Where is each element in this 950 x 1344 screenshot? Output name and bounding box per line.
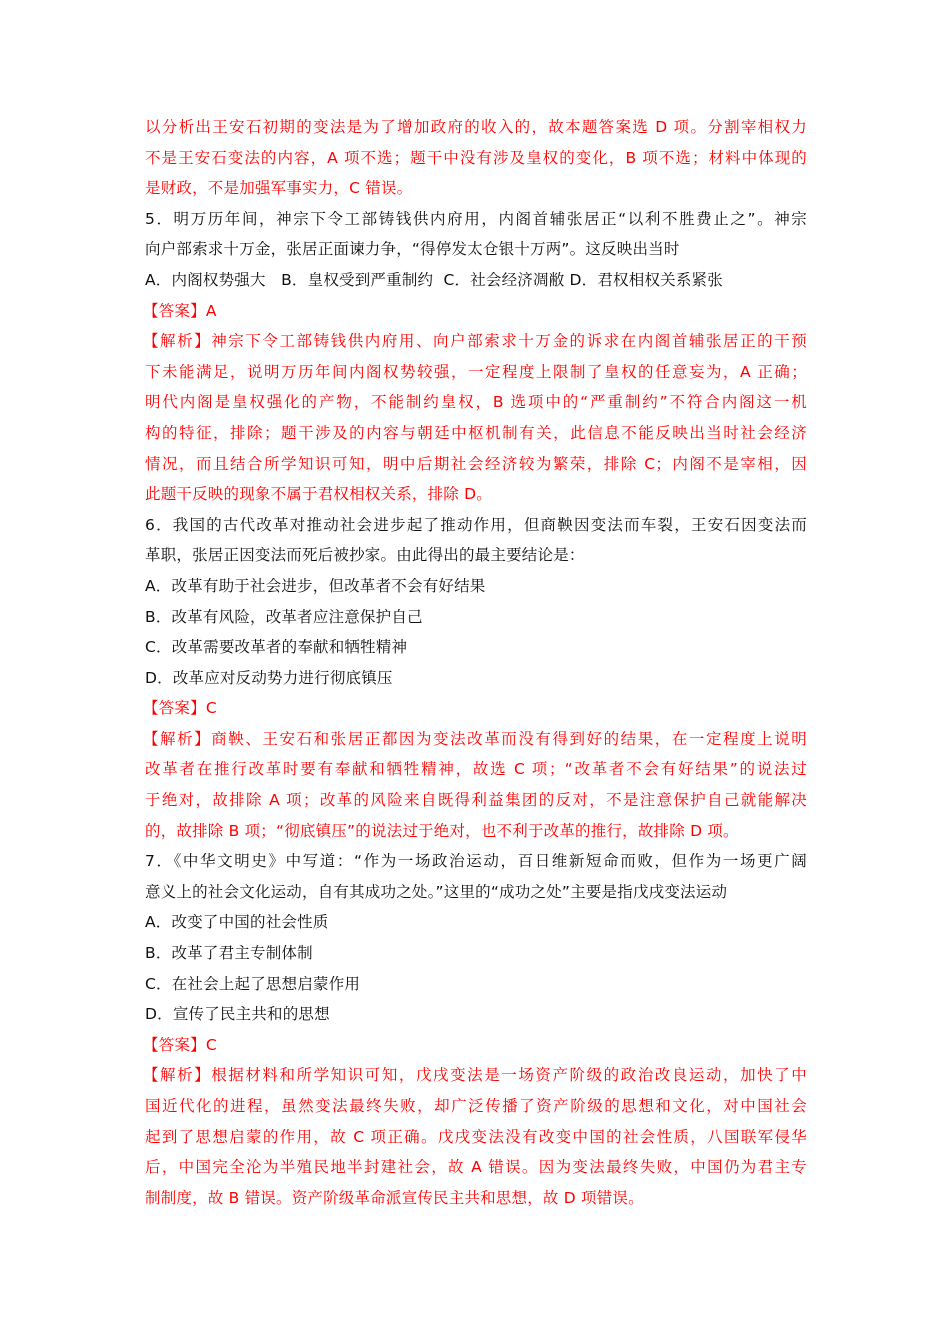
analysis-label: 【解析】	[143, 729, 212, 748]
answer-label: 【答案】	[143, 699, 206, 718]
analysis-5-line: 【解析】神宗下令工部铸钱供内府用、向户部索求十万金的诉求在内阁首辅张居正的干预	[143, 332, 807, 351]
question-6-option-c: C．改革需要改革者的奉献和牺牲精神	[145, 638, 408, 657]
analysis-5-line: 下未能满足，说明万历年间内阁权势较强，一定程度上限制了皇权的任意妄为，A 正确；	[145, 362, 807, 381]
question-7-line: 7．《中华文明史》中写道：“作为一场政治运动，百日维新短命而败，但作为一场更广阔	[145, 852, 807, 871]
question-5-line: 向户部索求十万金，张居正面谏力争，“得停发太仓银十万两”。这反映出当时	[145, 240, 680, 259]
analysis-5-line: 构的特征，排除；题干涉及的内容与朝廷中枢机制有关，此信息不能反映出当时社会经济	[145, 423, 807, 442]
analysis-6-line: 【解析】商鞅、王安石和张居正都因为变法改革而没有得到好的结果，在一定程度上说明	[143, 729, 807, 748]
question-7-option-b: B．改革了君主专制体制	[145, 944, 313, 963]
analysis-7-line: 后，中国完全沦为半殖民地半封建社会，故 A 错误。因为变法最终失败，中国仍为君主专	[145, 1158, 807, 1177]
analysis-7-line: 制制度，故 B 错误。资产阶级革命派宣传民主共和思想，故 D 项错误。	[145, 1188, 644, 1207]
analysis-6-line: 的，故排除 B 项；“彻底镇压”的说法过于绝对，也不利于改革的推行，故排除 D 项。	[145, 821, 739, 840]
answer-label: 【答案】	[143, 301, 206, 320]
question-7-line: 意义上的社会文化运动，自有其成功之处。”这里的“成功之处”主要是指戊戌变法运动	[145, 882, 728, 901]
document-page	[145, 112, 807, 1213]
question-6-option-a: A．改革有助于社会进步，但改革者不会有好结果	[145, 576, 486, 595]
analysis-6-line: 于绝对，故排除 A 项；改革的风险来自既得利益集团的反对，不是注意保护自己就能解决	[145, 791, 807, 810]
question-7-option-d: D．宣传了民主共和的思想	[145, 1005, 330, 1024]
analysis-label: 【解析】	[143, 332, 212, 351]
analysis-7-line: 国近代化的进程，虽然变法最终失败，却广泛传播了资产阶级的思想和文化，对中国社会	[145, 1097, 807, 1115]
question-5-line: 5．明万历年间，神宗下令工部铸钱供内府用，内阁首辅张居正“以利不胜费止之”。神宗	[145, 209, 807, 228]
analysis-line: 是财政，不是加强军事实力，C 错误。	[145, 179, 413, 198]
analysis-6-line: 改革者在推行改革时要有奉献和牺牲精神，故选 C 项；“改革者不会有好结果”的说法过	[145, 760, 807, 779]
question-7-option-c: C．在社会上起了思想启蒙作用	[145, 974, 361, 993]
analysis-label: 【解析】	[143, 1066, 212, 1085]
analysis-line: 以分析出王安石初期的变法是为了增加政府的收入的，故本题答案选 D 项。分割宰相权力	[145, 118, 807, 136]
analysis-7-line: 起到了思想启蒙的作用，故 C 项正确。戊戌变法没有改变中国的社会性质，八国联军侵华	[145, 1127, 807, 1146]
analysis-5-line: 明代内阁是皇权强化的产物，不能制约皇权，B 选项中的“严重制约”不符合内阁这一机	[145, 393, 807, 412]
question-6-line: 6．我国的古代改革对推动社会进步起了推动作用，但商鞅因变法而车裂，王安石因变法而	[145, 515, 807, 534]
analysis-7-line: 【解析】根据材料和所学知识可知，戊戌变法是一场资产阶级的政治改良运动，加快了中	[143, 1066, 807, 1085]
answer-value: C	[205, 1035, 217, 1054]
question-5-options: A．内阁权势强大 B．皇权受到严重制约 C．社会经济凋敝 D．君权相权关系紧张	[145, 270, 723, 289]
analysis-5-line: 此题干反映的现象不属于君权相权关系，排除 D。	[145, 485, 492, 504]
answer-value: A	[205, 301, 217, 320]
question-6-line: 革职，张居正因变法而死后被抄家。由此得出的最主要结论是：	[145, 546, 585, 565]
question-6-option-b: B．改革有风险，改革者应注意保护自己	[145, 607, 423, 626]
answer-7	[145, 1030, 807, 1061]
answer-label: 【答案】	[143, 1035, 206, 1054]
question-7-option-a: A．改变了中国的社会性质	[145, 913, 329, 932]
analysis-line: 不是王安石变法的内容，A 项不选；题干中没有涉及皇权的变化，B 项不选；材料中体现的	[145, 148, 807, 167]
analysis-5-line: 情况，而且结合所学知识可知，明中后期社会经济较为繁荣，排除 C；内阁不是宰相，因	[145, 454, 807, 473]
question-6-option-d: D．改革应对反动势力进行彻底镇压	[145, 668, 393, 687]
answer-value: C	[205, 699, 217, 718]
answer-6	[145, 693, 807, 724]
answer-5	[145, 296, 807, 327]
